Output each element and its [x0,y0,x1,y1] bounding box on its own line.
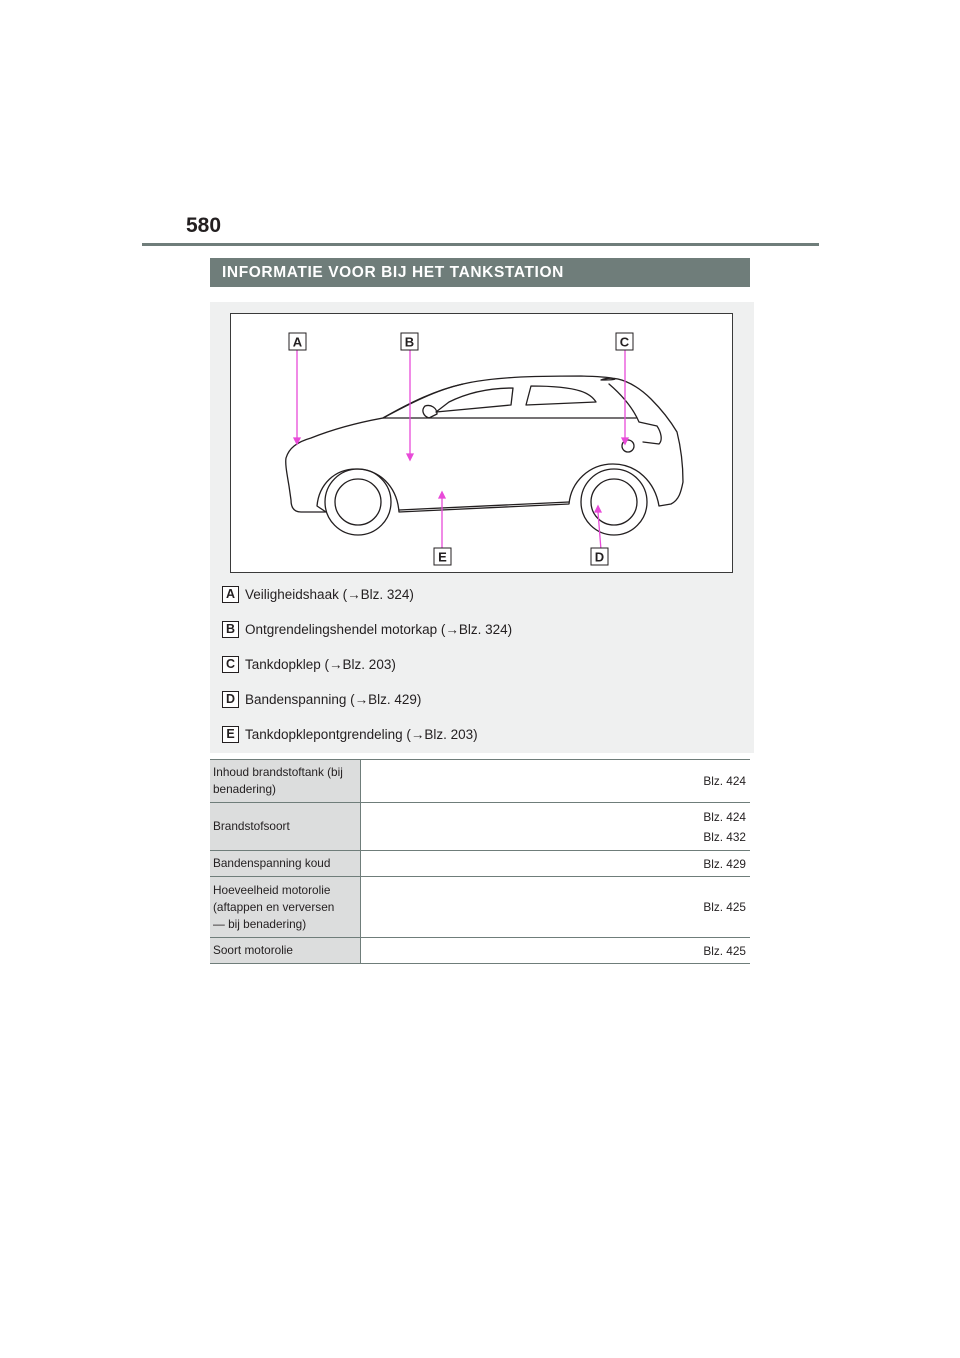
info-panel [210,302,754,753]
legend-text-e: Tankdopklepontgrendeling (→Blz. 203) [245,726,478,742]
callout-arrow-d [595,506,601,512]
car-illustration [231,314,734,574]
legend-key-a: A [222,586,239,603]
page-ref-link[interactable]: Blz. 429 [703,856,746,871]
page-ref-link[interactable]: Blz. 425 [703,943,746,958]
car-mirror [423,405,437,418]
spec-ref [360,760,750,803]
callout-arrow-b [407,454,413,460]
spec-ref [360,877,750,938]
callout-label-b: B [404,334,415,350]
legend-key-b: B [222,621,239,638]
callout-label-c: C [619,334,630,350]
legend-key-e: E [222,726,239,743]
callout-label-a: A [292,334,303,350]
header-rule [142,243,819,246]
spec-label-line: Brandstofsoort [213,819,290,833]
page-number: 580 [186,214,222,237]
callout-arrow-e [439,492,445,498]
spec-ref [360,851,750,877]
car-front-window [436,388,513,412]
spec-label [210,760,360,803]
page-ref-link[interactable]: Blz. 424 [703,774,746,788]
spec-label-line: Hoeveelheid motorolie [213,882,331,897]
callout-label-d: D [594,549,605,565]
section-title: INFORMATIE VOOR BIJ HET TANKSTATION [210,258,750,287]
spec-label [210,877,360,938]
car-sill [399,502,569,510]
car-body-outline [286,376,683,512]
table-row [210,803,750,851]
table-row [210,760,750,803]
legend-text-c: Tankdopklep (→Blz. 203) [245,656,396,672]
legend-key-c: C [222,656,239,673]
spec-label [210,803,360,851]
callout-label-e: E [438,549,447,565]
spec-label-line: — bij benadering) [213,916,307,931]
legend-key-d: D [222,691,239,708]
front-wheel-inner [335,479,381,525]
page-ref-link[interactable]: Blz. 424 [703,809,746,824]
car-rear-window [526,386,596,405]
spec-ref [360,803,750,851]
table-row [210,851,750,877]
table-row [210,877,750,938]
spec-label-line: Bandenspanning koud [213,856,331,870]
spec-label-line: (aftappen en verversen [213,899,335,914]
legend-item-d [222,690,421,708]
spec-label [210,851,360,877]
car-diagram [230,313,733,573]
legend-item-e [222,725,478,743]
legend-text-d: Bandenspanning (→Blz. 429) [245,691,422,707]
car-hatch [609,384,661,444]
legend-text-a: Veiligheidshaak (→Blz. 324) [245,586,414,602]
spec-label-line: Inhoud brandstoftank (bij [213,765,343,779]
spec-label [210,938,360,964]
legend-item-b [222,620,512,638]
page-ref-link[interactable]: Blz. 425 [703,900,746,914]
spec-ref [360,938,750,964]
legend-item-c [222,655,396,673]
spec-label-line: Soort motorolie [213,943,293,957]
legend-item-a [222,585,414,603]
legend-text-b: Ontgrendelingshendel motorkap (→Blz. 324) [245,621,513,637]
page-ref-link[interactable]: Blz. 432 [703,829,746,844]
table-row [210,938,750,964]
spec-label-line: benadering) [213,782,276,796]
spec-table [210,759,750,964]
